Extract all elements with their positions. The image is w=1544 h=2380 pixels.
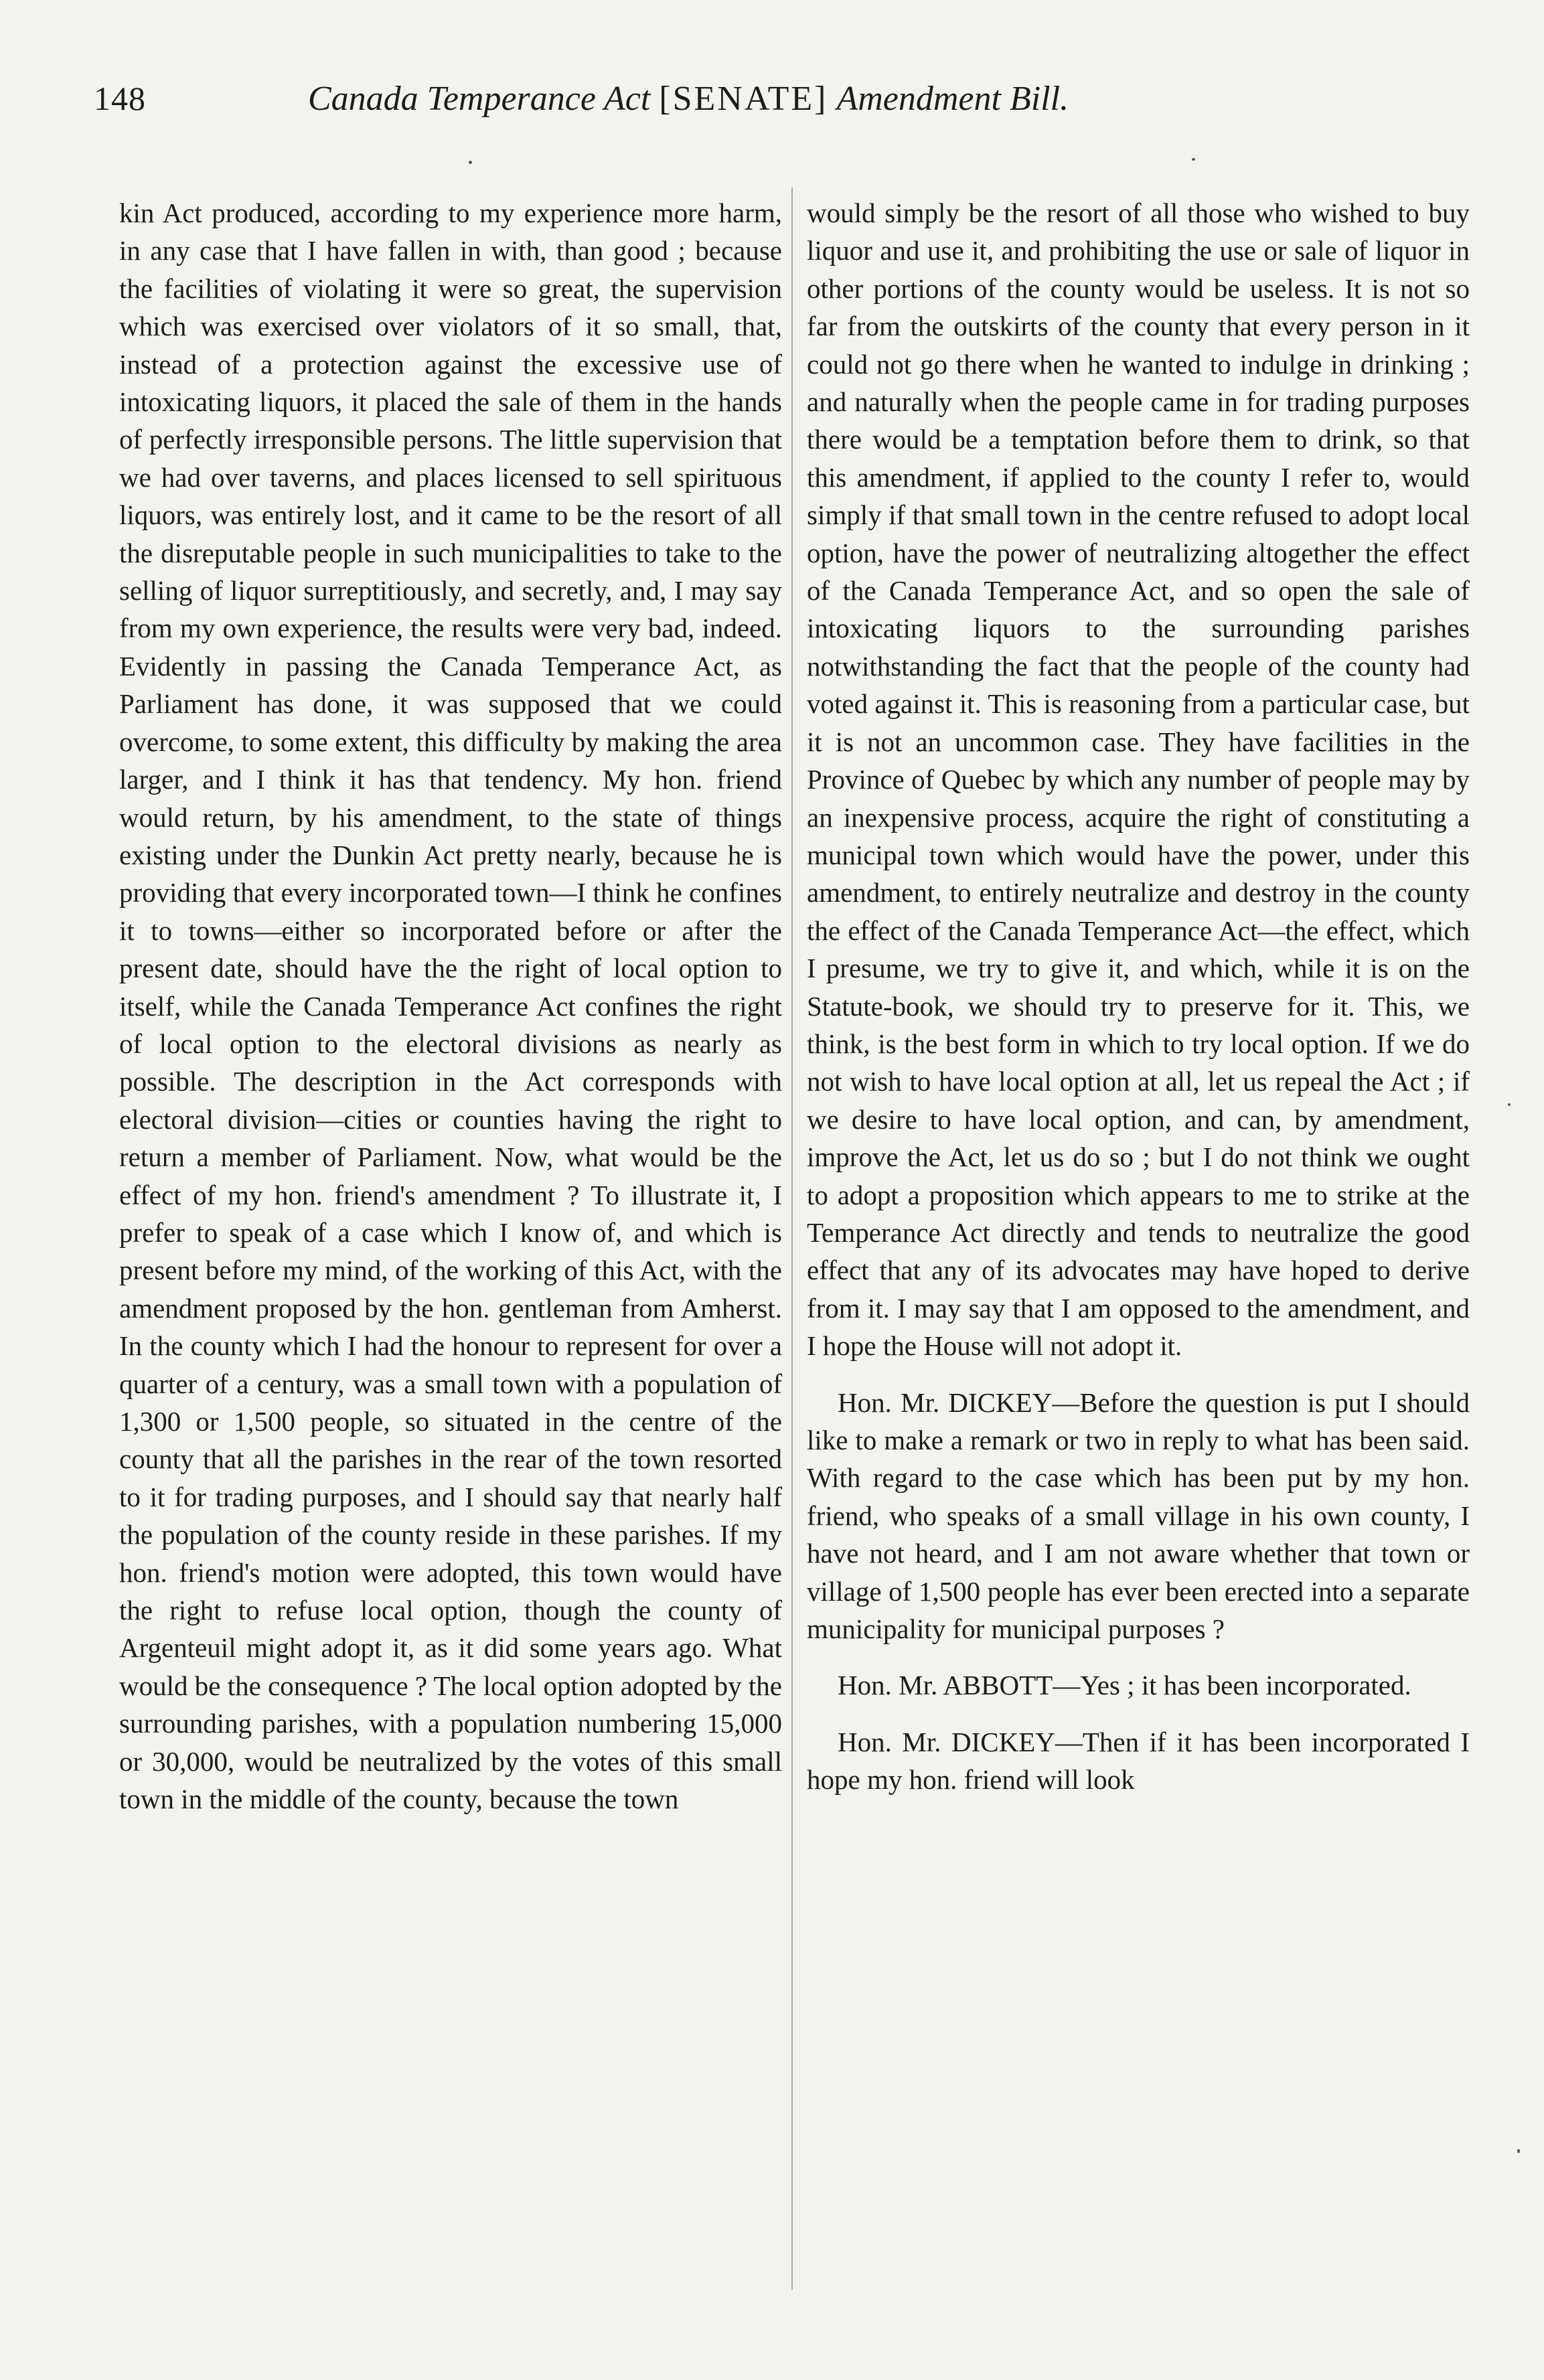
page-number: 148	[94, 80, 146, 117]
running-title-left: Canada Temperance Act	[308, 80, 651, 118]
running-title	[308, 79, 1069, 118]
scan-speck	[1508, 1103, 1511, 1106]
running-title-center: [SENATE]	[659, 80, 828, 118]
left-column	[119, 194, 782, 1818]
running-title-right: Amendment Bill.	[836, 80, 1069, 118]
column-divider	[791, 187, 793, 2290]
abbott-speech-paragraph: Hon. Mr. ABBOTT—Yes ; it has been incorporated.	[838, 1670, 1411, 1701]
right-column-paragraph-1: would simply be the resort of all those who wished to buy liquor and use it, and prohibiting the use or sale of liquor in other portions of the county would be useless. It is not so far from the outskirts of the county that every person in it could not go there when he wanted to indulge in drinking ; and naturally when the people came in for trading purposes there would be a temptation before them to drink, so that this amendment, if applied to the county I refer to, would simply if that small town in the centre refused to adopt local option, have the power of neutralizing altogether the effect of the Canada Temperance Act, and so open the sale of intoxicating liquors to the surrounding parishes notwithstanding the fact that the people of the county had voted against it. This is reasoning from a particular case, but it is not an uncommon case. They have facilities in the Province of Quebec by which any number of people may by an inexpensive process, acquire the right of constituting a municipal town which would have the power, under this amendment, to entirely neutralize and destroy in the county the effect of the Canada Temperance Act—the effect, which I presume, we try to give it, and which, while it is on the Statute-book, we should try to preserve for it. This, we think, is the best form in which to try local option. If we do not wish to have local option at all, let us repeal the Act ; if we desire to have local option, and can, by amendment, improve the Act, let us do so ; but I do not think we ought to adopt a proposition which appears to me to strike at the Temperance Act directly and tends to neutralize the good effect that any of its advocates may have hoped to derive from it. I may say that I am opposed to the amendment, and I hope the House will not adopt it.	[807, 197, 1470, 1362]
left-column-paragraph: kin Act produced, according to my experience more harm, in any case that I have fallen in with, than good ; because the facilities of violating it were so great, the supervision which was exercised over violators of it so small, that, instead of a protection against the excessive use of intoxicating liquors, it placed the sale of them in the hands of perfectly irresponsible persons. The little supervision that we had over taverns, and places licensed to sell spirituous liquors, was entirely lost, and it came to be the resort of all the disreputable people in such municipalities to take to the selling of liquor surreptitiously, and secretly, and, I may say from my own experience, the results were very bad, indeed. Evidently in passing the Canada Temperance Act, as Parliament has done, it was supposed that we could overcome, to some extent, this difficulty by making the area larger, and I think it has that tendency. My hon. friend would return, by his amendment, to the state of things existing under the Dunkin Act pretty nearly, because he is providing that every incorporated town—I think he confines it to towns—either so incorporated before or after the present date, should have the the right of local option to itself, while the Canada Temperance Act confines the right of local option to the electoral divisions as nearly as possible. The description in the Act corresponds with electoral division—cities or counties having the right to return a member of Parliament. Now, what would be the effect of my hon. friend's amendment ? To illustrate it, I prefer to speak of a case which I know of, and which is present before my mind, of the working of this Act, with the amendment proposed by the hon. gentleman from Amherst. In the county which I had the honour to represent for over a quarter of a century, was a small town with a population of 1,300 or 1,500 people, so situated in the centre of the county that all the parishes in the rear of the town resorted to it for trading purposes, and I should say that nearly half the population of the county reside in these parishes. If my hon. friend's motion were adopted, this town would have the right to refuse local option, though the county of Argenteuil might adopt it, as it did some years ago. What would be the consequence ? The local option adopted by the surrounding parishes, with a population numbering 15,000 or 30,000, would be neutralized by the votes of this small town in the middle of the county, because the town	[119, 197, 782, 1815]
dickey-speech-paragraph: Hon. Mr. DICKEY—Before the question is put I should like to make a remark or two in reply to what has been said. With regard to the case which has been put by my hon. friend, who speaks of a small village in his own county, I have not heard, and I am not aware whether that town or village of 1,500 people has ever been erected into a separate municipality for municipal purposes ?	[807, 1386, 1470, 1645]
dickey-reply-paragraph: Hon. Mr. DICKEY—Then if it has been incorporated I hope my hon. friend will look	[807, 1726, 1470, 1796]
right-column	[807, 194, 1470, 1799]
scan-speck	[469, 161, 472, 164]
scan-speck	[1517, 2149, 1520, 2153]
scan-speck	[1192, 158, 1195, 161]
page-header	[94, 79, 1466, 133]
